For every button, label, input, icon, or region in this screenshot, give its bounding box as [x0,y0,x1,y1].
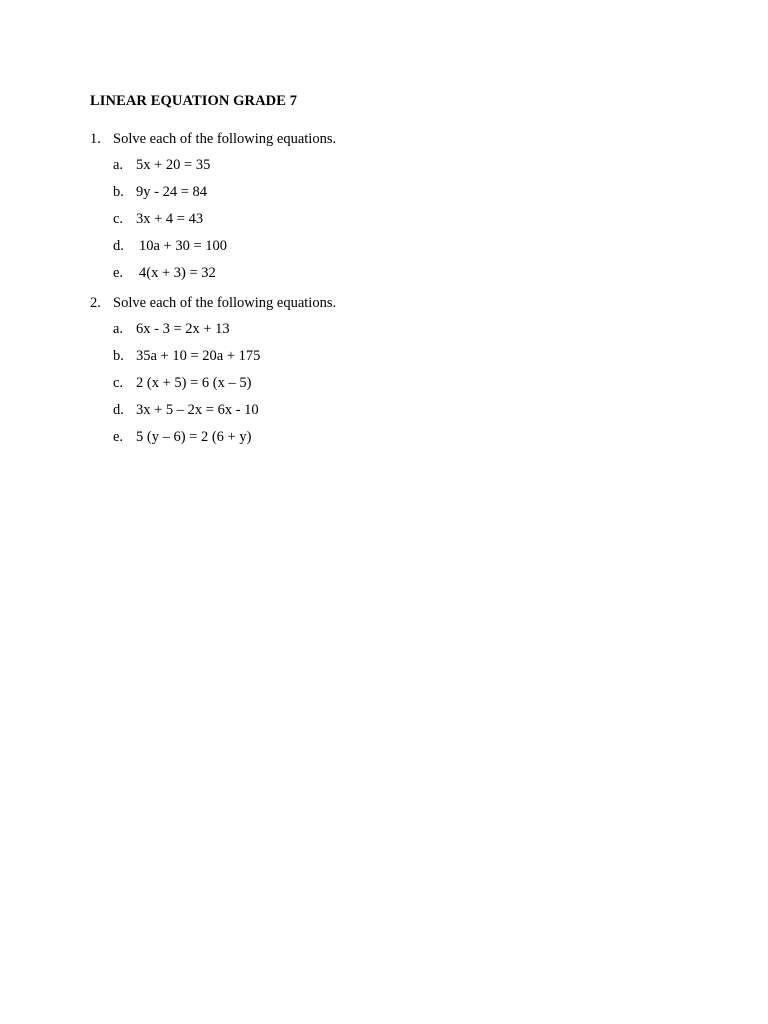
equation-item [90,394,690,421]
question-heading [90,293,690,313]
equation-text: 4(x + 3) = 32 [139,265,216,281]
equation-text: 5 (y – 6) = 2 (6 + y) [136,429,252,445]
equation-text: 10a + 30 = 100 [139,238,228,254]
equation-item [90,421,690,448]
equation-item [90,367,690,394]
question-1 [90,129,690,284]
equation-text: 5x + 20 = 35 [136,157,211,173]
equation-text: 6x - 3 = 2x + 13 [136,321,230,337]
question-2 [90,293,690,448]
question-prompt: Solve each of the following equations. [113,131,337,147]
equation-list [90,313,690,448]
item-letter: d. [113,402,124,418]
equation-item [90,230,690,257]
equation-item [90,203,690,230]
question-number: 1. [90,131,101,147]
question-heading [90,129,690,149]
document-title: LINEAR EQUATION GRADE 7 [90,93,298,109]
equation-text: 9y - 24 = 84 [136,184,208,200]
equation-text: 3x + 5 – 2x = 6x - 10 [136,402,259,418]
item-letter: e. [113,429,124,445]
equation-item [90,340,690,367]
equation-item [90,149,690,176]
item-letter: b. [113,348,124,364]
equation-item [90,257,690,284]
item-letter: c. [113,375,124,391]
equation-item [90,313,690,340]
question-prompt: Solve each of the following equations. [113,295,337,311]
item-letter: b. [113,184,124,200]
equation-text: 2 (x + 5) = 6 (x – 5) [136,375,252,391]
equation-text: 3x + 4 = 43 [136,211,204,227]
item-letter: d. [113,238,124,254]
item-letter: e. [113,265,124,281]
item-letter: a. [113,321,124,337]
equation-list [90,149,690,284]
item-letter: a. [113,157,124,173]
equation-text: 35a + 10 = 20a + 175 [136,348,261,364]
item-letter: c. [113,211,124,227]
equation-item [90,176,690,203]
question-number: 2. [90,295,101,311]
